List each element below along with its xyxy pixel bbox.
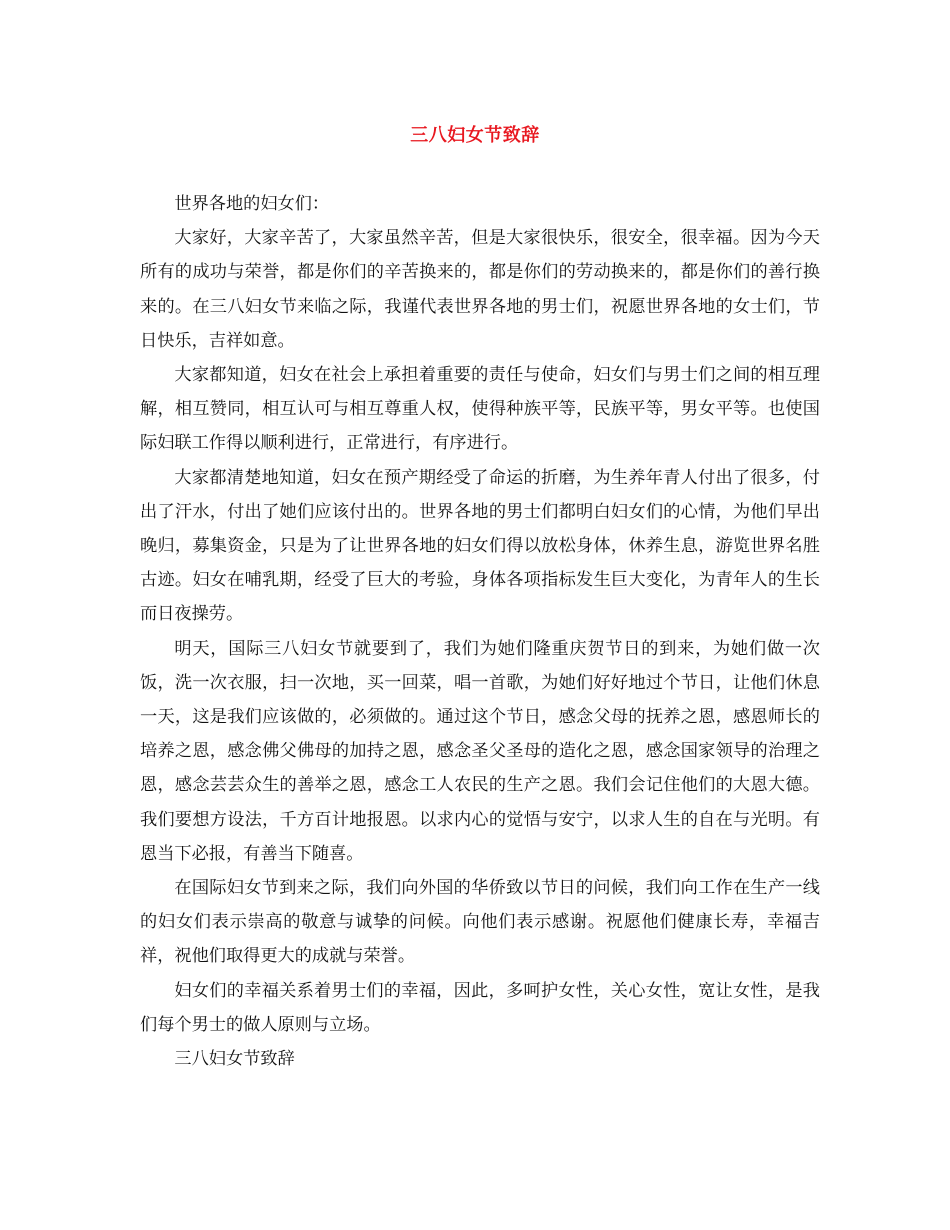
regards-paragraph: 在国际妇女节到来之际，我们向外国的华侨致以节日的问候，我们向工作在生产一线的妇女们表示崇高的敬意与诚挚的问候。向他们表示感谢。祝愿他们健康长寿，幸福吉祥，祝他们取得更大的成就与荣誉。 — [140, 878, 820, 967]
sacrifice-paragraph: 大家都清楚地知道，妇女在预产期经受了命运的折磨，为生养年青人付出了很多，付出了汗水，付出了她们应该付出的。世界各地的男士们都明白妇女们的心情，为他们早出晚归，募集资金，只是为了让世界各地的妇女们得以放松身体，休养生息，游览世界名胜古迹。妇女在哺乳期，经受了巨大的考验，身体各项指标发生巨大变化，为青年人的生长而日夜操劳。 — [140, 467, 820, 625]
closing-paragraph: 妇女们的幸福关系着男士们的幸福，因此，多呵护女性，关心女性，宽让女性，是我们每个男士的做人原则与立场。 — [140, 980, 820, 1035]
greeting-paragraph: 大家好，大家辛苦了，大家虽然辛苦，但是大家很快乐，很安全，很幸福。因为今天所有的成功与荣誉，都是你们的辛苦换来的，都是你们的劳动换来的，都是你们的善行换来的。在三八妇女节来临之际，我谨代表世界各地的男士们，祝愿世界各地的女士们，节日快乐，吉祥如意。 — [140, 228, 820, 351]
responsibility-paragraph: 大家都知道，妇女在社会上承担着重要的责任与使命，妇女们与男士们之间的相互理解，相互赞同，相互认可与相互尊重人权，使得种族平等，民族平等，男女平等。也使国际妇联工作得以顺利进行，正常进行，有序进行。 — [140, 365, 820, 454]
document-title: 三八妇女节致辞 — [410, 125, 540, 146]
signature-paragraph: 三八妇女节致辞 — [174, 1049, 295, 1070]
document-body — [140, 187, 820, 1076]
celebration-paragraph: 明天，国际三八妇女节就要到了，我们为她们隆重庆贺节日的到来，为她们做一次饭，洗一次衣服，扫一次地，买一回菜，唱一首歌，为她们好好地过个节日，让他们休息一天，这是我们应该做的，必须做的。通过这个节日，感念父母的抚养之恩，感恩师长的培养之恩，感念佛父佛母的加持之恩，感念圣父圣母的造化之恩，感念国家领导的治理之恩，感念芸芸众生的善举之恩，感念工人农民的生产之恩。我们会记住他们的大恩大德。我们要想方设法，千方百计地报恩。以求内心的觉悟与安宁，以求人生的自在与光明。有恩当下必报，有善当下随喜。 — [140, 638, 820, 864]
salutation-paragraph: 世界各地的妇女们： — [174, 194, 330, 214]
